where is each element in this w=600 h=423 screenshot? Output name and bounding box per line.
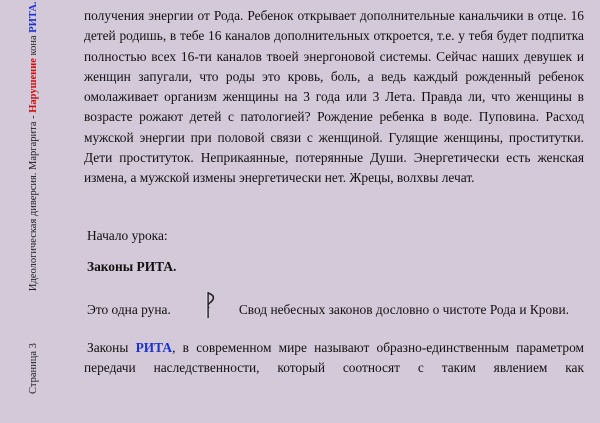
rune-line [87, 296, 584, 320]
paragraph-2 [84, 338, 584, 379]
rita-highlight: РИТА [135, 339, 173, 355]
title-mid: кона [28, 32, 39, 59]
p2-rest: , в современном мире называют образно-единственным параметром передачи наследственности, который соотносят с таким явлением как [84, 339, 584, 375]
sidebar [0, 0, 50, 423]
vertical-header [27, 1, 41, 394]
paragraph-1: получения энергии от Рода. Ребенок открывает дополнительные канальчики в отце. 16 детей родишь, в тебе 16 каналов дополнительных откроется, т.е. у тебя будет подпитка полностью всех 16-ти каналов твоей энергоновой системы. Сейчас наших девушек и женщин запугали, что роды это кровь, боль, а ведь каждый рожденный ребенок омолаживает организм женщины на 3 года или 3 Лета. Правда ли, что женщины в возрасте рожают детей с патологией? Рождение ребенка в воде. Пуповина. Расход мужской энергии при половой связи с женщиной. Гулящие женщины, проститутки. Дети проституток. Неприкаянные, потерянные Души. Энергетически есть женская измена, а мужской измены энергетически нет. Жрецы, волхвы лечат. [84, 8, 584, 186]
rune-before-text: Это одна руна. [87, 302, 171, 318]
document-title-prefix: Идеологическая диверсия. Маргарита - [28, 112, 39, 292]
p2-start: Законы [87, 339, 136, 355]
page-content [84, 6, 584, 378]
title-red-word: Нарушение [28, 58, 39, 113]
rune-after-text: Свод небесных законов дословно о чистоте Рода и Крови. [238, 302, 570, 318]
section-heading: Законы РИТА. [87, 258, 177, 274]
title-blue-word: РИТА. [28, 1, 39, 33]
page-number: Страница 3 [28, 343, 39, 394]
lesson-start: Начало урока: [87, 227, 168, 243]
rune-glyph-icon [189, 296, 227, 320]
